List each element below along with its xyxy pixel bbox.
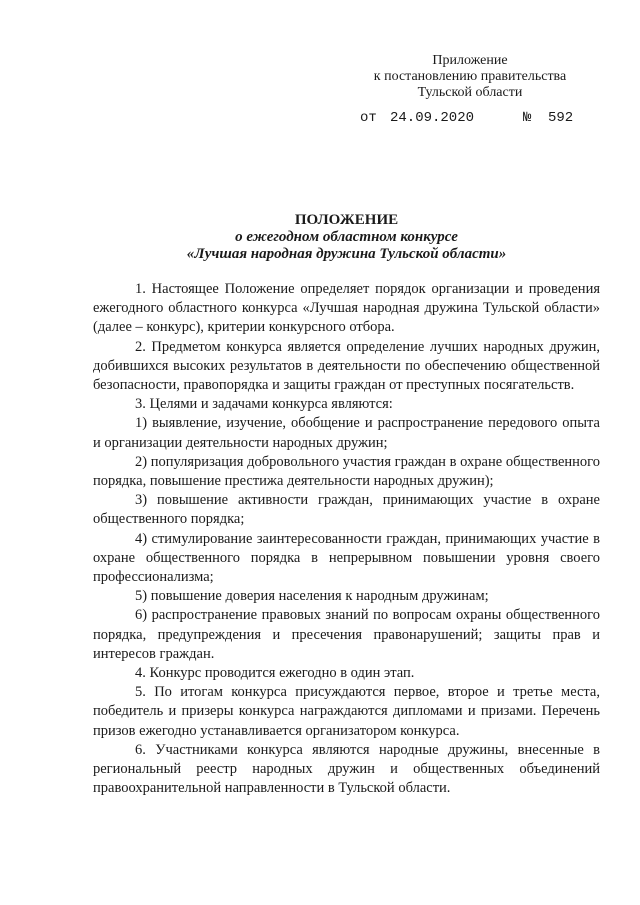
decree-number: 592 bbox=[548, 110, 574, 126]
contest-name: «Лучшая народная дружина Тульской области» bbox=[186, 246, 507, 262]
paragraph: 2) популяризация добровольного участия граждан в охране общественного порядка, повышение престижа деятельности народных дружин); bbox=[93, 453, 600, 490]
document-body bbox=[93, 280, 600, 798]
appendix-region: Тульской области bbox=[417, 85, 523, 100]
paragraph: 1. Настоящее Положение определяет порядок организации и проведения ежегодного областного конкурса «Лучшая народная дружина Тульской области» (далее – конкурс), критерии конкурсного отбора. bbox=[93, 281, 600, 336]
document-title: ПОЛОЖЕНИЕ bbox=[294, 212, 399, 228]
paragraph: 1) выявление, изучение, обобщение и распространение передового опыта и организации деятельности народных дружин; bbox=[93, 415, 600, 451]
date-prefix: от bbox=[360, 110, 377, 126]
document-subtitle: о ежегодном областном конкурсе bbox=[235, 229, 458, 245]
appendix-block bbox=[330, 53, 610, 101]
paragraph: 4. Конкурс проводится ежегодно в один этап. bbox=[135, 665, 415, 682]
paragraph: 6. Участниками конкурса являются народные дружины, внесенные в региональный реестр народных дружин и общественных объединений правоохранительной направленности в Тульской области. bbox=[93, 741, 600, 797]
decree-date: 24.09.2020 bbox=[390, 110, 475, 126]
paragraph: 4) стимулирование заинтересованности граждан, принимающих участие в охране общественного порядка в непрерывном повышении уровня своего профессионализма; bbox=[93, 530, 600, 586]
appendix-title: Приложение bbox=[432, 53, 508, 68]
appendix-reference: к постановлению правительства bbox=[373, 69, 567, 84]
paragraph: 3) повышение активности граждан, принимающих участие в охране общественного порядка; bbox=[93, 492, 600, 528]
paragraph: 2. Предметом конкурса является определение лучших народных дружин, добившихся высоких результатов в деятельности по обеспечению общественной безопасности, правопорядка и защиты граждан от преступных посягательств. bbox=[93, 338, 600, 394]
paragraph: 6) распространение правовых знаний по вопросам охраны общественного порядка, предупреждения и пресечения правонарушений; защиты прав и интересов граждан. bbox=[93, 607, 600, 662]
paragraph: 3. Целями и задачами конкурса являются: bbox=[135, 396, 393, 413]
paragraph: 5) повышение доверия населения к народным дружинам; bbox=[135, 588, 489, 605]
document-heading bbox=[93, 212, 600, 263]
number-sign: № bbox=[523, 110, 532, 126]
paragraph: 5. По итогам конкурса присуждаются первое, второе и третье места, победитель и призеры конкурса награждаются дипломами и призами. Перечень призов ежегодно устанавливается организатором конкурса. bbox=[93, 684, 600, 739]
